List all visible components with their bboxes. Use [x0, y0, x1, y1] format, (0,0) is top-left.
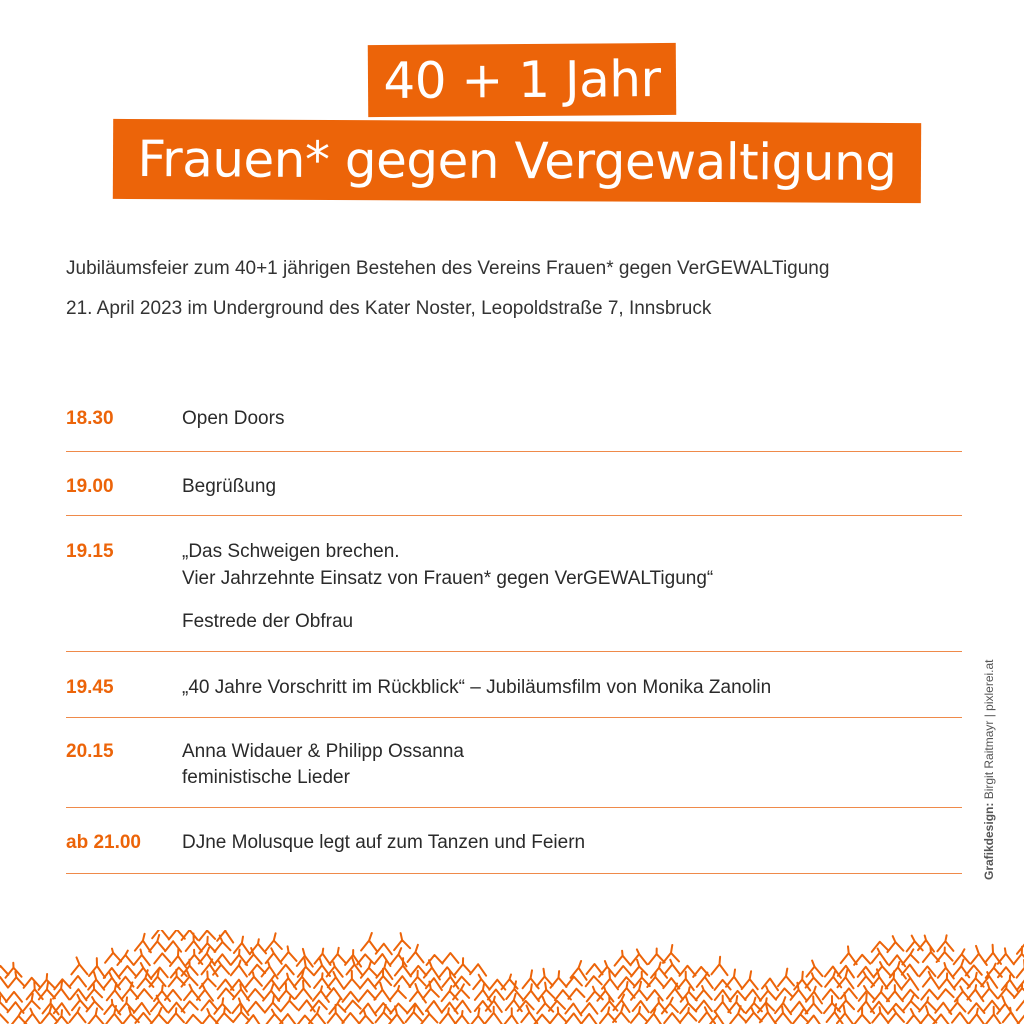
- schedule-description: Vier Jahrzehnte Einsatz von Frauen* gegen VerGEWALTigung“: [182, 568, 714, 589]
- design-credit: [982, 580, 1002, 880]
- schedule-row: [66, 516, 962, 652]
- credit-label: Grafikdesign:: [982, 802, 996, 880]
- schedule-row: [66, 452, 962, 516]
- schedule-time: 19.00: [66, 476, 114, 497]
- credit-text: Birgit Raitmayr | pixlerei.at: [982, 659, 996, 803]
- schedule-time: 18.30: [66, 408, 114, 429]
- schedule-time: 19.45: [66, 677, 114, 698]
- schedule-time: 19.15: [66, 541, 114, 562]
- schedule-row: [66, 808, 962, 874]
- intro-line-2: 21. April 2023 im Underground des Kater Noster, Leopoldstraße 7, Innsbruck: [66, 298, 712, 319]
- schedule-time: ab 21.00: [66, 832, 141, 853]
- schedule-note: Festrede der Obfrau: [182, 611, 354, 632]
- orange-net-decoration: [0, 930, 1024, 1024]
- schedule-row: [66, 718, 962, 808]
- schedule-row: [66, 388, 962, 452]
- schedule-time: 20.15: [66, 741, 114, 762]
- schedule-description: Open Doors: [182, 408, 285, 429]
- schedule-description: „40 Jahre Vorschritt im Rückblick“ – Jubiläumsfilm von Monika Zanolin: [182, 677, 772, 698]
- schedule-description: Begrüßung: [182, 476, 277, 497]
- schedule-table: [66, 388, 962, 874]
- title-line-1: 40 + 1 Jahr: [368, 43, 676, 117]
- schedule-description: „Das Schweigen brechen.: [182, 541, 400, 562]
- intro-line-1: Jubiläumsfeier zum 40+1 jährigen Bestehen des Vereins Frauen* gegen VerGEWALTigung: [66, 258, 830, 279]
- title-line-2: Frauen* gegen Vergewaltigung: [113, 119, 921, 203]
- schedule-description: Anna Widauer & Philipp Ossanna: [182, 741, 464, 762]
- schedule-description: feministische Lieder: [182, 767, 350, 788]
- schedule-row: [66, 652, 962, 718]
- schedule-description: DJne Molusque legt auf zum Tanzen und Feiern: [182, 832, 586, 853]
